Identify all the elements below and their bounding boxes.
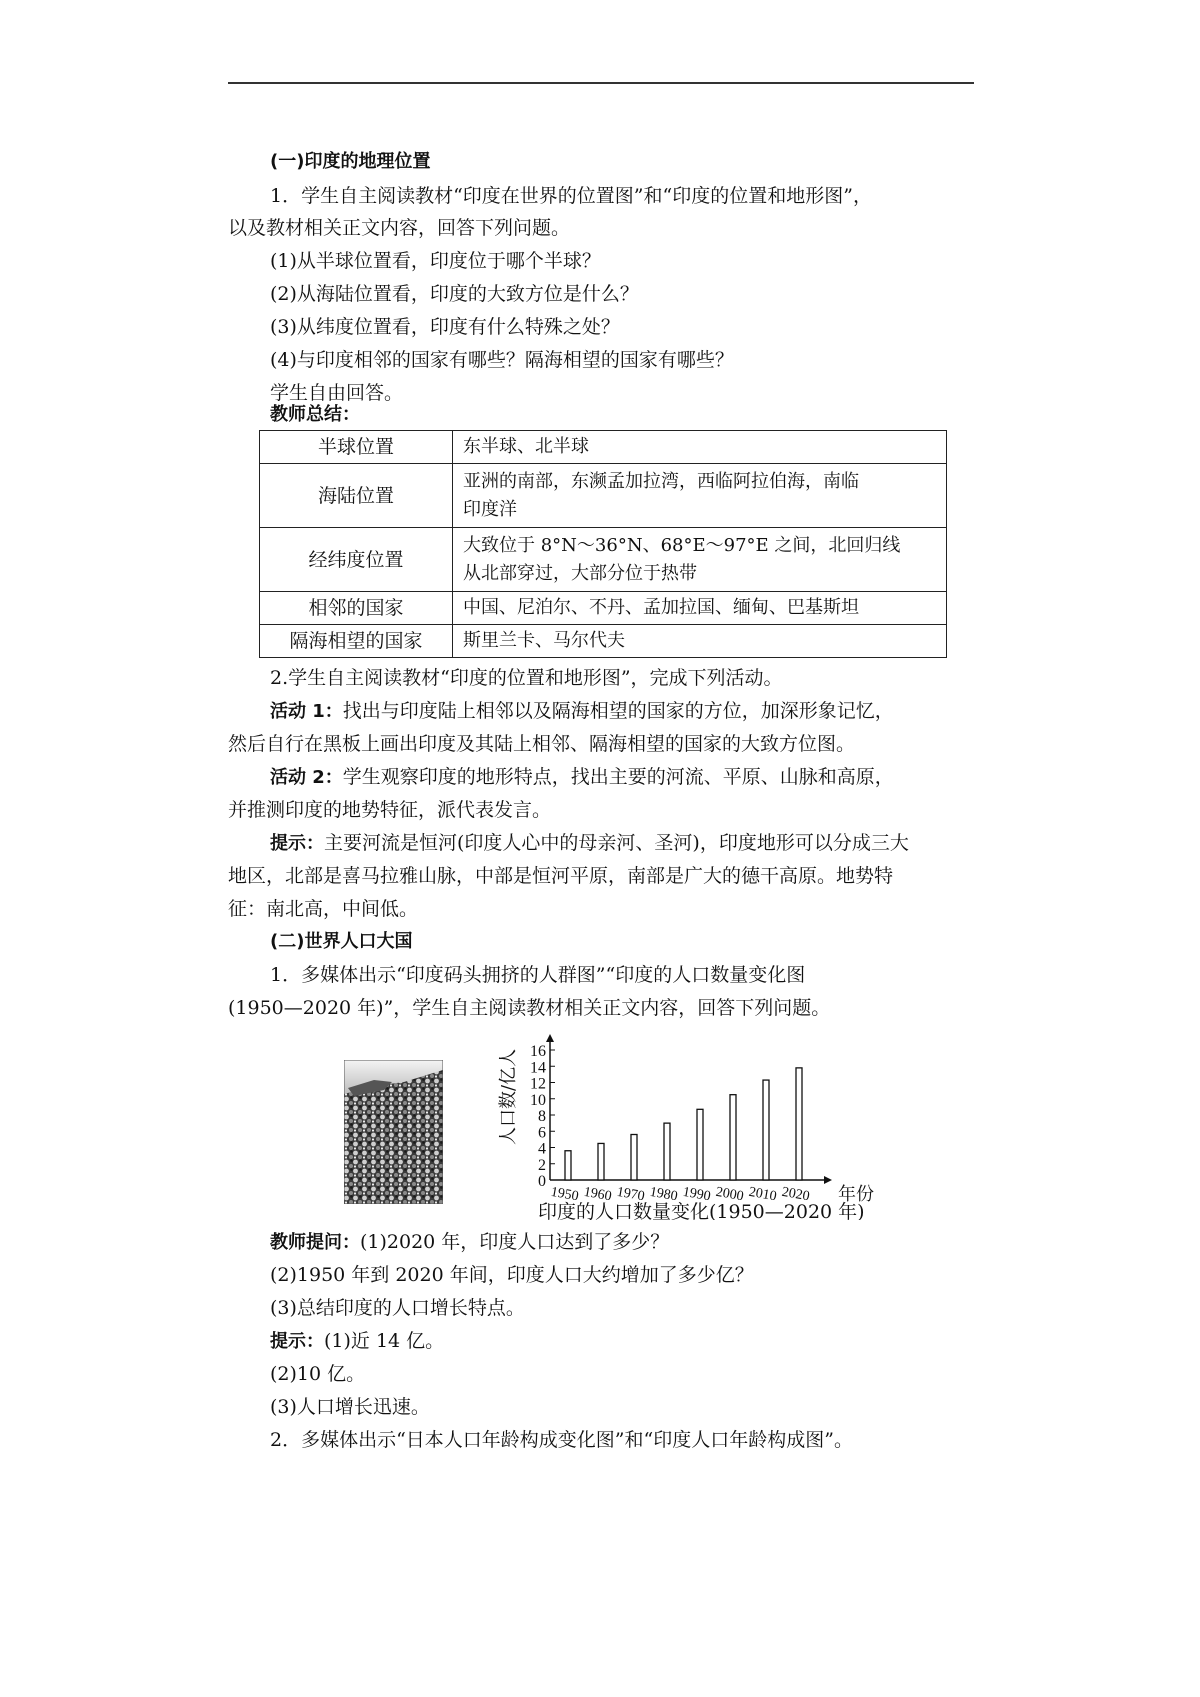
section2-question-2: 2．多媒体出示“日本人口年龄构成变化图”和“印度人口年龄构成图”。 — [270, 1429, 853, 1451]
table-value-line: 东半球、北半球 — [463, 436, 589, 457]
question-1: (1)从半球位置看，印度位于哪个半球？ — [270, 250, 601, 272]
teacher-question-text: (1)2020 年，印度人口达到了多少？ — [360, 1231, 670, 1253]
summary-label: 教师总结： — [270, 404, 360, 425]
activity-2-cont: 并推测印度的地势特征，派代表发言。 — [228, 799, 552, 821]
bar — [565, 1151, 571, 1180]
y-tick-label: 10 — [530, 1091, 546, 1109]
table-value — [453, 625, 947, 658]
table-key: 海陆位置 — [260, 464, 453, 528]
y-tick-label: 8 — [538, 1108, 546, 1125]
table-value-line: 亚洲的南部，东濒孟加拉湾，西临阿拉伯海，南临 — [463, 470, 859, 492]
population-chart — [490, 1020, 920, 1224]
bar — [763, 1080, 769, 1180]
chart-title: 印度的人口数量变化(1950—2020 年) — [538, 1201, 865, 1220]
x-tick-label: 1950 — [549, 1184, 580, 1205]
section2-heading: (二)世界人口大国 — [270, 931, 413, 952]
x-axis-label: 年份 — [838, 1184, 874, 1205]
table-value-line: 从北部穿过，大部分位于热带 — [463, 562, 697, 584]
hint-label: 提示： — [270, 833, 324, 854]
x-tick-label: 1970 — [615, 1184, 646, 1205]
section1-heading: (一)印度的地理位置 — [270, 151, 431, 172]
question-3: (3)从纬度位置看，印度有什么特殊之处？ — [270, 316, 620, 338]
activity-1-text: 找出与印度陆上相邻以及隔海相望的国家的方位，加深形象记忆， — [342, 700, 894, 722]
hint-1 — [270, 831, 974, 856]
table-row — [260, 625, 947, 658]
section2-intro: 1．多媒体出示“印度码头拥挤的人群图”“印度的人口数量变化图 — [270, 964, 806, 986]
table-key: 相邻的国家 — [260, 592, 453, 625]
y-tick-label: 2 — [538, 1156, 546, 1174]
hint-1-cont2: 征：南北高，中间低。 — [228, 898, 419, 920]
table-value — [453, 431, 947, 464]
bar — [796, 1068, 802, 1180]
bar — [730, 1095, 736, 1180]
table-value — [453, 464, 947, 528]
activity-2-text: 学生观察印度的地形特点，找出主要的河流、平原、山脉和高原， — [342, 766, 894, 788]
activity-1-label: 活动 1： — [270, 701, 343, 722]
table-key: 半球位置 — [260, 431, 453, 464]
table-row — [260, 431, 947, 464]
table-value-line: 斯里兰卡、马尔代夫 — [463, 630, 625, 651]
y-tick-label: 6 — [538, 1124, 546, 1142]
crowd-photo — [344, 1060, 443, 1204]
x-tick-label: 1990 — [681, 1184, 712, 1205]
hint-1-cont: 地区，北部是喜马拉雅山脉，中部是恒河平原，南部是广大的德干高原。地势特 — [228, 865, 894, 887]
question-2: (2)从海陆位置看，印度的大致方位是什么？ — [270, 283, 639, 305]
y-tick-label: 0 — [538, 1173, 546, 1190]
table-value-line: 大致位于 8°N～36°N、68°E～97°E 之间，北回归线 — [463, 534, 901, 556]
y-tick-label: 16 — [530, 1043, 546, 1060]
x-tick-label: 1960 — [582, 1184, 613, 1205]
teacher-question-2: (2)1950 年到 2020 年间，印度人口大约增加了多少亿？ — [270, 1264, 754, 1286]
teacher-question-label: 教师提问： — [270, 1232, 360, 1253]
section1-question-intro: 1．学生自主阅读教材“印度在世界的位置图”和“印度的位置和地形图”， — [270, 185, 872, 207]
x-tick-label: 2010 — [747, 1184, 778, 1205]
free-answer-note: 学生自由回答。 — [270, 382, 404, 404]
x-axis-arrow — [824, 1176, 832, 1184]
population-bar-chart — [490, 1020, 920, 1220]
table-row — [260, 464, 947, 528]
table-value — [453, 592, 947, 625]
table-key: 隔海相望的国家 — [260, 625, 453, 658]
table-key: 经纬度位置 — [260, 528, 453, 592]
activity-2-label: 活动 2： — [270, 767, 343, 788]
hint-2 — [270, 1329, 974, 1354]
table-row — [260, 592, 947, 625]
question-4: (4)与印度相邻的国家有哪些？隔海相望的国家有哪些？ — [270, 349, 734, 371]
bar — [697, 1109, 703, 1180]
x-tick-label: 2000 — [714, 1184, 745, 1205]
hint-text: (1)近 14 亿。 — [324, 1330, 445, 1352]
bar — [664, 1123, 670, 1180]
table-row — [260, 528, 947, 592]
hint-2-item-2: (2)10 亿。 — [270, 1363, 366, 1385]
activity-1-cont: 然后自行在黑板上画出印度及其陆上相邻、隔海相望的国家的大致方位图。 — [228, 733, 856, 755]
activity-1 — [270, 699, 974, 724]
table-value-line: 印度洋 — [463, 498, 517, 520]
header-rule — [228, 82, 974, 84]
geography-summary-table — [259, 430, 947, 658]
hint-text: 主要河流是恒河(印度人心中的母亲河、圣河)，印度地形可以分成三大 — [324, 832, 909, 854]
y-axis-label: 人口数/亿人 — [498, 1048, 519, 1145]
y-axis-arrow — [546, 1034, 554, 1042]
section1-question-2: 2.学生自主阅读教材“印度的位置和地形图”，完成下列活动。 — [270, 667, 783, 689]
teacher-question-3: (3)总结印度的人口增长特点。 — [270, 1297, 525, 1319]
activity-2 — [270, 765, 974, 790]
x-tick-label: 1980 — [648, 1184, 679, 1205]
y-tick-label: 14 — [530, 1059, 546, 1077]
section2-intro-cont: (1950—2020 年)”，学生自主阅读教材相关正文内容，回答下列问题。 — [228, 997, 831, 1019]
hint-label: 提示： — [270, 1331, 324, 1352]
teacher-question-1 — [270, 1230, 974, 1255]
y-tick-label: 4 — [538, 1140, 546, 1158]
x-tick-label: 2020 — [780, 1184, 811, 1205]
table-value — [453, 528, 947, 592]
y-tick-label: 12 — [530, 1075, 546, 1093]
hint-2-item-3: (3)人口增长迅速。 — [270, 1396, 430, 1418]
section1-question-intro-cont: 以及教材相关正文内容，回答下列问题。 — [228, 217, 571, 239]
crowd-photo-image — [344, 1060, 443, 1204]
bar — [631, 1135, 637, 1181]
bar — [598, 1143, 604, 1180]
table-value-line: 中国、尼泊尔、不丹、孟加拉国、缅甸、巴基斯坦 — [463, 597, 859, 618]
